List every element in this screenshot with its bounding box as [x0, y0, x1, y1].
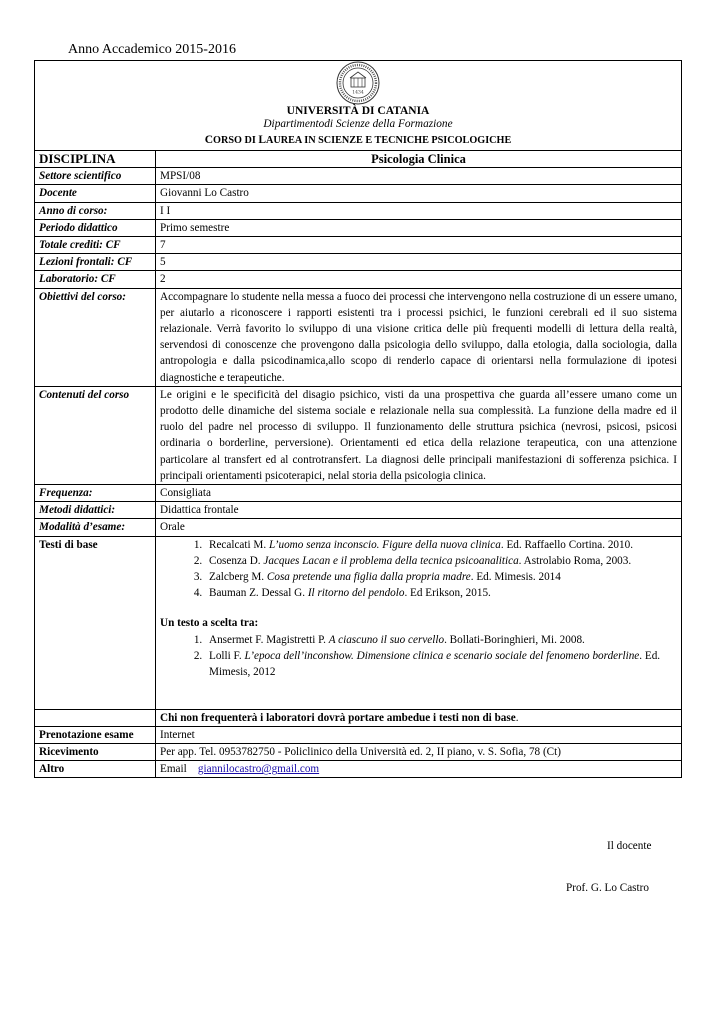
seal-year: 1434	[352, 90, 364, 96]
list-item	[205, 537, 677, 553]
lezioni-value: 5	[156, 254, 682, 271]
book-author: Cosenza D.	[209, 554, 264, 567]
ricevimento-label: Ricevimento	[35, 744, 156, 761]
row-modalita	[35, 519, 681, 536]
row-obiettivi	[35, 288, 681, 386]
row-testi	[35, 536, 681, 709]
degree-course	[35, 132, 681, 149]
book-publisher: . Ed. Raffaello Cortina. 2010.	[500, 538, 634, 551]
signature-role: Il docente	[607, 840, 652, 852]
laboratorio-label: Laboratorio: CF	[35, 271, 156, 288]
course-sheet	[34, 60, 682, 778]
list-item	[205, 569, 677, 585]
periodo-label: Periodo didattico	[35, 219, 156, 236]
contenuti-label: Contenuti del corso	[35, 386, 156, 484]
periodo-value: Primo semestre	[156, 219, 682, 236]
university-seal-icon	[333, 61, 383, 105]
settore-label: Settore scientifico	[35, 168, 156, 185]
book-title: L’uomo senza inconscio. Figure della nuova clinica	[268, 538, 501, 551]
corso-initial-l: L	[258, 134, 267, 146]
testi-label: Testi di base	[35, 536, 156, 709]
signature-name: Prof. G. Lo Castro	[566, 882, 649, 894]
modalita-label: Modalità d’esame:	[35, 519, 156, 536]
frequenza-value: Consigliata	[156, 485, 682, 502]
academic-year: Anno Accademico 2015-2016	[68, 42, 236, 57]
course-info-table	[35, 151, 681, 777]
altro-value	[156, 761, 682, 778]
contenuti-value: Le origini e le specificità del disagio psichico, visti da una prospettiva che guarda all’essere umano come un prodotto delle dinamiche del sistema sociale e relazionale nella sua complessità. La funzione della madre ed il ruolo del padre nel processo di sviluppo. Il funzionamento delle struttura psichica (nevrosi, psicosi, psicosi ordinaria o borderline, perversione). Orientamenti ed etica della relazione terapeutica, con una attenzione particolare al transfert ed al controtransfert. La diagnosi delle principali manifestazioni di sofferenza psichica. I principali orientamenti psicoterapici, nelal storia della psicologia clinica.	[156, 386, 682, 484]
modalita-value: Orale	[156, 519, 682, 536]
docente-label: Docente	[35, 185, 156, 202]
email-label: Email	[160, 763, 187, 776]
book-publisher: . Ed. Mimesis. 2014	[470, 571, 561, 584]
row-altro	[35, 761, 681, 778]
list-item	[205, 632, 677, 648]
row-anno	[35, 202, 681, 219]
laboratorio-value: 2	[156, 271, 682, 288]
book-title: Jacques Lacan e il problema della tecnica psicoanalitica	[263, 554, 519, 567]
testi-value	[156, 536, 682, 709]
department-name: Dipartimentodi Scienze della Formazione	[263, 118, 453, 130]
settore-value: MPSI/08	[156, 168, 682, 185]
university-name: UNIVERSITÀ DI CATANIA	[286, 105, 430, 117]
obiettivi-label: Obiettivi del corso:	[35, 288, 156, 386]
disciplina-value: Psicologia Clinica	[156, 151, 682, 168]
row-docente	[35, 185, 681, 202]
book-publisher: . Bollati-Boringhieri, Mi. 2008.	[444, 633, 585, 646]
document-header	[35, 61, 681, 151]
anno-label: Anno di corso:	[35, 202, 156, 219]
testi-note-end: .	[515, 711, 519, 724]
book-publisher: . Ed Erikson, 2015.	[404, 587, 491, 600]
book-author: Ansermet F. Magistretti P.	[209, 633, 329, 646]
scelta-heading: Un testo a scelta tra:	[160, 617, 259, 630]
email-link[interactable]: giannilocastro@gmail.com	[197, 763, 320, 776]
row-settore	[35, 168, 681, 185]
book-publisher: . Astrolabio Roma, 2003.	[518, 554, 632, 567]
testi-note-text: Chi non frequenterà i laboratori dovrà portare ambedue i testi non di base	[160, 711, 516, 724]
lezioni-label: Lezioni frontali: CF	[35, 254, 156, 271]
row-contenuti	[35, 386, 681, 484]
crediti-label: Totale crediti: CF	[35, 237, 156, 254]
testi-scelta-list	[160, 632, 677, 681]
testi-base-list	[160, 537, 677, 602]
frequenza-label: Frequenza:	[35, 485, 156, 502]
crediti-value: 7	[156, 237, 682, 254]
prenotazione-label: Prenotazione esame	[35, 726, 156, 743]
docente-value: Giovanni Lo Castro	[156, 185, 682, 202]
book-title: A ciascuno il suo cervello	[328, 633, 445, 646]
row-disciplina	[35, 151, 681, 168]
corso-text-2: AUREA IN SCIENZE E TECNICHE PSICOLOGICHE	[266, 135, 512, 146]
book-author: Lolli F.	[209, 649, 245, 662]
obiettivi-value: Accompagnare lo studente nella messa a fuoco dei processi che intervengono nella costruzione di un essere umano, per aiutarlo a riconoscere i rapporti esistenti tra i processi psichici, le funzioni cerebrali ed il suo sistema relazionale. Verrà favorito lo sviluppo di una visione critica delle più frequenti modelli di lettura della realtà, servendosi di conoscenze che provengono dalla psicologia dello sviluppo, dalla etologia, dalla sociologia, dalla antropologia e dalla psicodinamica,allo scopo di renderlo capace di orientarsi nella formulazione di ipotesi diagnostiche e terapeutiche.	[156, 288, 682, 386]
book-title: Cosa pretende una figlia dalla propria madre	[266, 571, 471, 584]
book-title: Il ritorno del pendolo	[307, 587, 405, 600]
row-metodi	[35, 502, 681, 519]
row-ricevimento	[35, 744, 681, 761]
row-laboratorio	[35, 271, 681, 288]
ricevimento-value: Per app. Tel. 0953782750 - Policlinico della Università ed. 2, II piano, v. S. Sofia, 78 (Ct)	[156, 744, 682, 761]
book-publisher: . Ed. Mimesis, 2012	[209, 649, 661, 679]
corso-text-1: ORSO DI	[213, 135, 259, 146]
altro-label: Altro	[35, 761, 156, 778]
testi-note-spacer	[35, 709, 156, 726]
prenotazione-value: Internet	[156, 726, 682, 743]
row-crediti	[35, 237, 681, 254]
row-prenotazione	[35, 726, 681, 743]
book-author: Bauman Z. Dessal G.	[209, 587, 308, 600]
testi-note	[156, 709, 682, 726]
row-frequenza	[35, 485, 681, 502]
anno-value: I I	[156, 202, 682, 219]
row-periodo	[35, 219, 681, 236]
disciplina-label: DISCIPLINA	[35, 151, 156, 168]
row-lezioni	[35, 254, 681, 271]
list-item	[205, 585, 677, 601]
book-title: L’epoca dell’inconshow. Dimensione clinica e scenario sociale del fenomeno borderline	[244, 649, 640, 662]
metodi-label: Metodi didattici:	[35, 502, 156, 519]
list-item	[205, 648, 677, 680]
row-testi-note	[35, 709, 681, 726]
book-author: Recalcati M.	[209, 538, 269, 551]
metodi-value: Didattica frontale	[156, 502, 682, 519]
book-author: Zalcberg M.	[209, 571, 267, 584]
list-item	[205, 553, 677, 569]
corso-initial-c: C	[204, 134, 214, 146]
